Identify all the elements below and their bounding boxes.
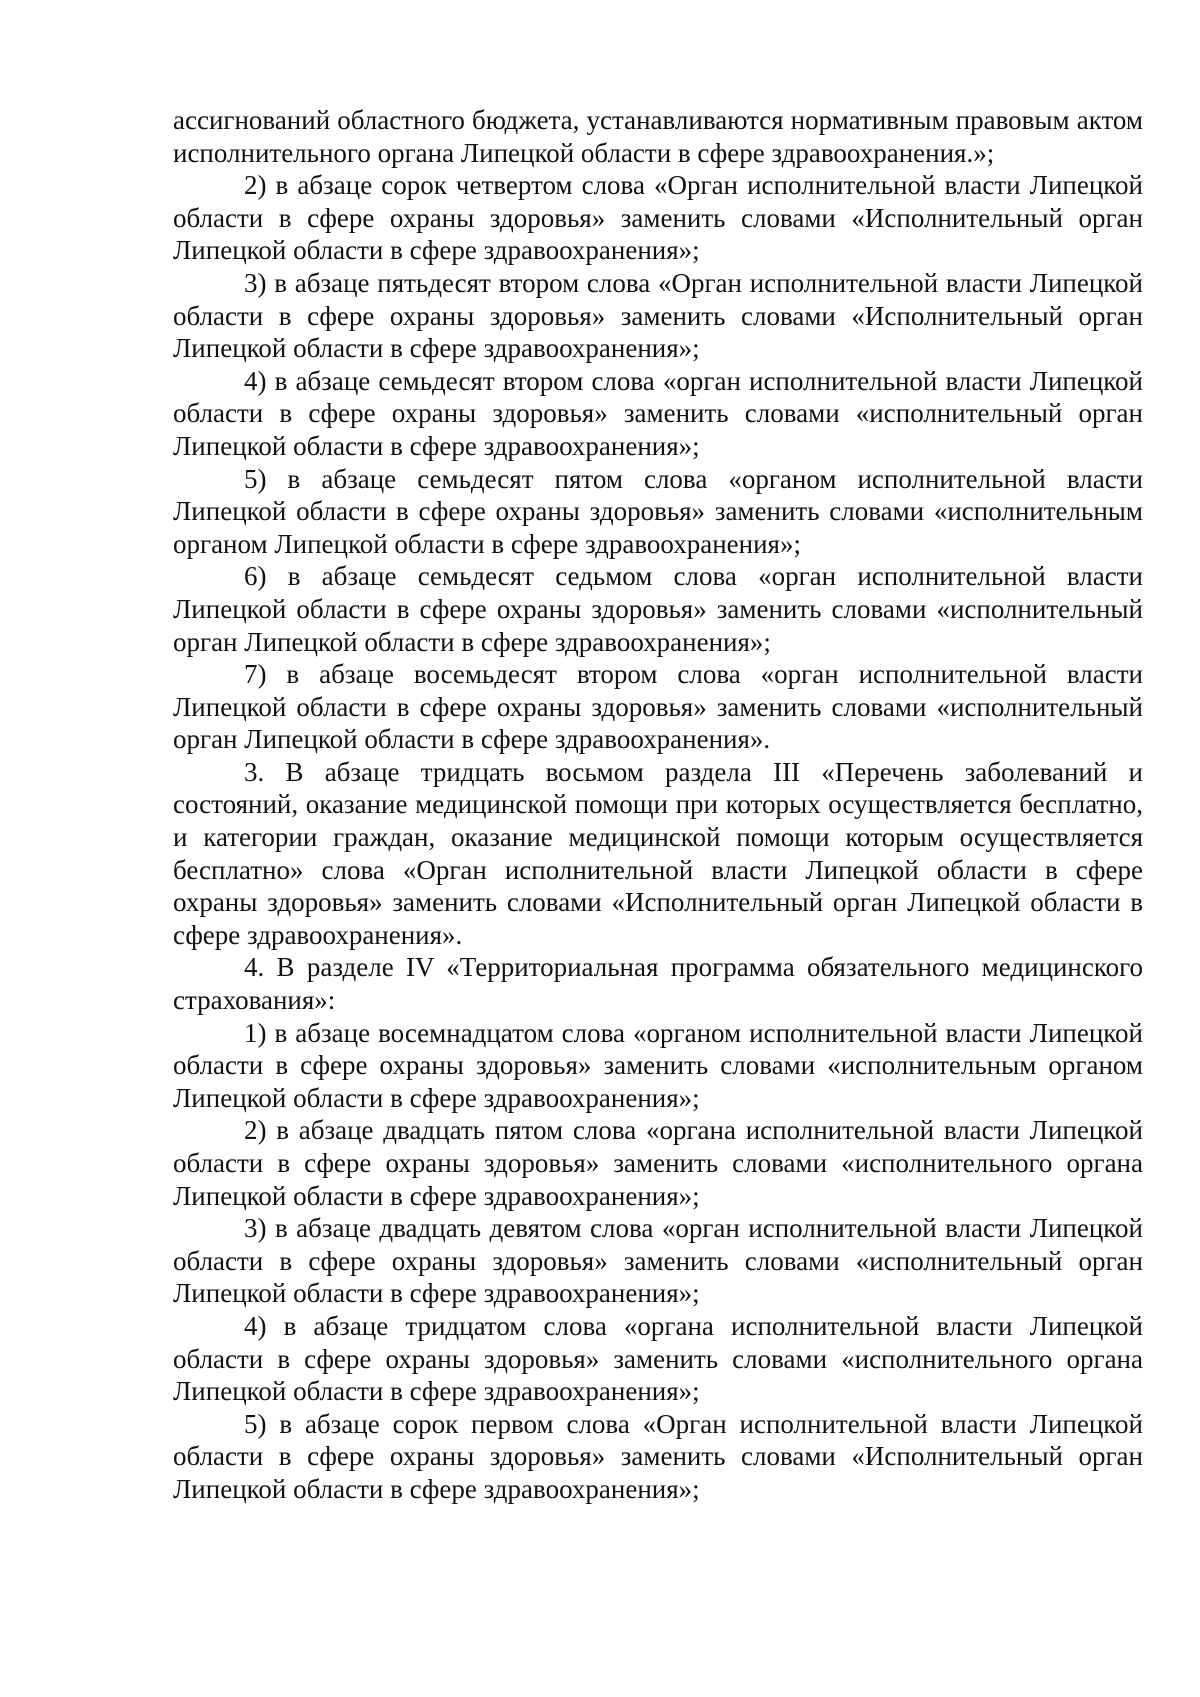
paragraph-section-4-item-2: 2) в абзаце двадцать пятом слова «органа исполнительной власти Липецкой области в сфере охраны здоровья» заменить словами «исполнительного органа Липецкой области в сфере здравоохранения»; xyxy=(173,1115,1143,1211)
paragraph-item-6: 6) в абзаце семьдесят седьмом слова «орган исполнительной власти Липецкой области в сфере охраны здоровья» заменить словами «исполнительный орган Липецкой области в сфере здравоохранения»; xyxy=(173,561,1143,657)
document-page xyxy=(173,104,1143,1506)
paragraph-item-4: 4) в абзаце семьдесят втором слова «орган исполнительной власти Липецкой области в сфере охраны здоровья» заменить словами «исполнительный орган Липецкой области в сфере здравоохранения»; xyxy=(173,365,1143,461)
paragraph-item-5: 5) в абзаце семьдесят пятом слова «органом исполнительной власти Липецкой области в сфере охраны здоровья» заменить словами «исполнительным органом Липецкой области в сфере здравоохранения»; xyxy=(173,463,1143,559)
paragraph-item-2: 2) в абзаце сорок четвертом слова «Орган исполнительной власти Липецкой области в сфере охраны здоровья» заменить словами «Исполнительный орган Липецкой области в сфере здравоохранения»; xyxy=(173,170,1143,266)
paragraph-section-4-item-5: 5) в абзаце сорок первом слова «Орган исполнительной власти Липецкой области в сфере охраны здоровья» заменить словами «Исполнительный орган Липецкой области в сфере здравоохранения»; xyxy=(173,1408,1143,1504)
paragraph-item-3: 3) в абзаце пятьдесят втором слова «Орган исполнительной власти Липецкой области в сфере охраны здоровья» заменить словами «Исполнительный орган Липецкой области в сфере здравоохранения»; xyxy=(173,267,1143,364)
paragraph-item-7: 7) в абзаце восемьдесят втором слова «орган исполнительной власти Липецкой области в сфере охраны здоровья» заменить словами «исполнительный орган Липецкой области в сфере здравоохранения». xyxy=(173,659,1143,755)
paragraph-continuation: ассигнований областного бюджета, устанавливаются нормативным правовым актом исполнительного органа Липецкой области в сфере здравоохранения.»; xyxy=(173,105,1143,168)
paragraph-section-4-item-1: 1) в абзаце восемнадцатом слова «органом исполнительной власти Липецкой области в сфере охраны здоровья» заменить словами «исполнительным органом Липецкой области в сфере здравоохранения»; xyxy=(173,1017,1143,1113)
paragraph-section-4: 4. В разделе IV «Территориальная программа обязательного медицинского страхования»: xyxy=(173,952,1143,1016)
paragraph-section-4-item-4: 4) в абзаце тридцатом слова «органа исполнительной власти Липецкой области в сфере охраны здоровья» заменить словами «исполнительного органа Липецкой области в сфере здравоохранения»; xyxy=(173,1310,1143,1407)
paragraph-section-3: 3. В абзаце тридцать восьмом раздела III «Перечень заболеваний и состояний, оказание медицинской помощи при которых осуществляется бесплатно, и категории граждан, оказание медицинской помощи которым осуществляется бесплатно» слова «Орган исполнительной власти Липецкой области в сфере охраны здоровья» заменить словами «Исполнительный орган Липецкой области в сфере здравоохранения». xyxy=(173,756,1143,950)
paragraph-section-4-item-3: 3) в абзаце двадцать девятом слова «орган исполнительной власти Липецкой области в сфере охраны здоровья» заменить словами «исполнительный орган Липецкой области в сфере здравоохранения»; xyxy=(173,1213,1143,1309)
